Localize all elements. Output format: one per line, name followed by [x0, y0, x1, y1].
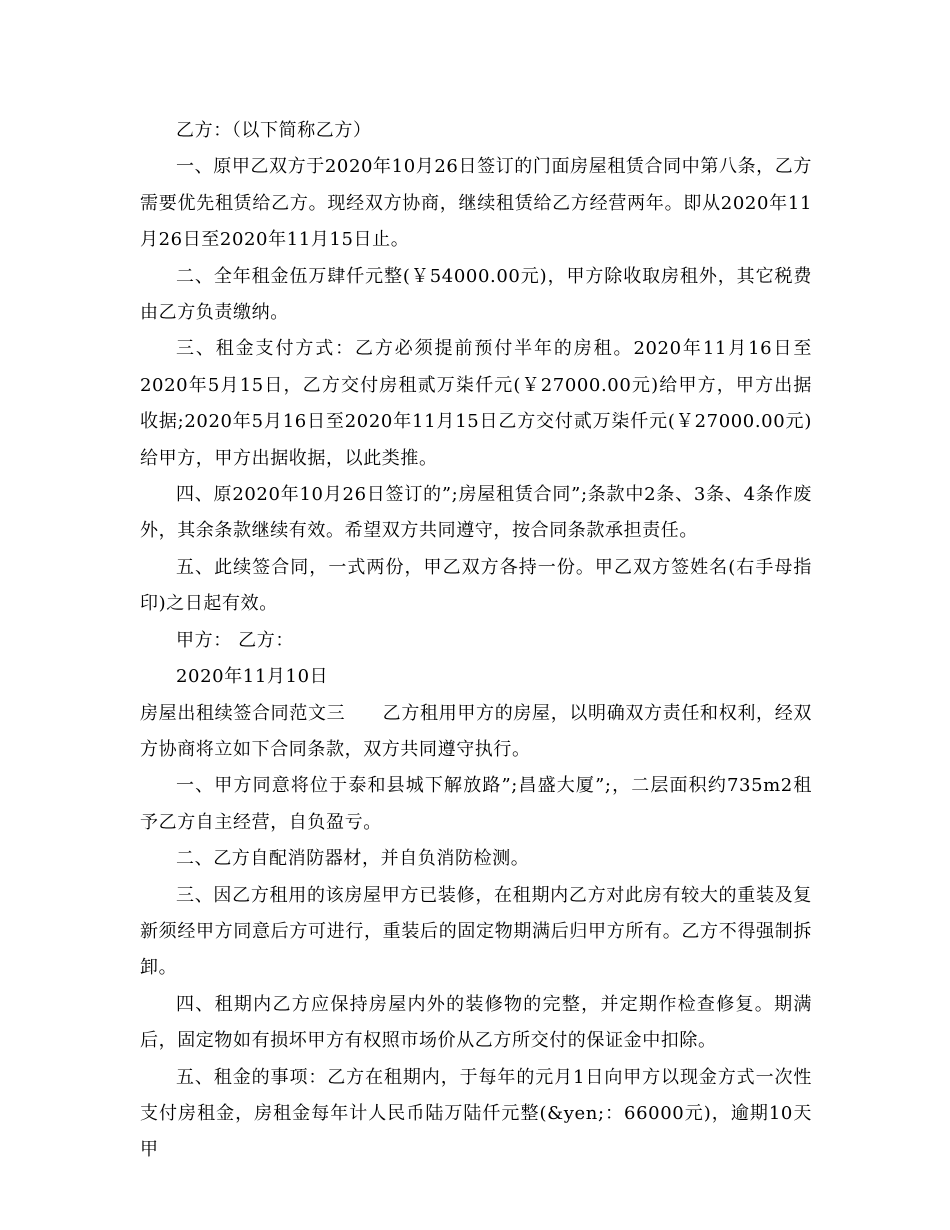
paragraph-t3-clause-1: 一、甲方同意将位于泰和县城下解放路”;昌盛大厦”;，二层面积约735m2租予乙方自主经营，自负盈亏。: [140, 775, 812, 833]
paragraph-signatures: 甲方： 乙方：: [176, 629, 294, 651]
paragraph-clause-4: 四、原2020年10月26日签订的”;房屋租赁合同”;条款中2条、3条、4条作废外，其余条款继续有效。希望双方共同遵守，按合同条款承担责任。: [140, 484, 812, 542]
paragraph-t3-clause-2: 二、乙方自配消防器材，并自负消防检测。: [176, 848, 530, 870]
paragraph-party-b: 乙方：（以下简称乙方）: [176, 120, 372, 141]
paragraph-template-three: 房屋出租续签合同范文三 乙方租用甲方的房屋，以明确双方责任和权利，经双方协商将立如下合同条款，双方共同遵守执行。: [140, 702, 812, 760]
paragraph-clause-5: 五、此续签合同，一式两份，甲乙双方各持一份。甲乙双方签姓名(右手母指印)之日起有效。: [140, 556, 812, 615]
paragraph-clause-3: 三、租金支付方式：乙方必须提前预付半年的房租。2020年11月16日至2020年5月15日，乙方交付房租贰万柒仟元(￥27000.00元)给甲方，甲方出据收据;2020年5月16日至2020年11月15日乙方交付贰万柒仟元(￥27000.00元)给甲方，甲方出据收据，以此类推。: [140, 338, 812, 469]
paragraph-t3-clause-5: 五、租金的事项：乙方在租期内，于每年的元月1日向甲方以现金方式一次性支付房租金，房租金每年计人民币陆万陆仟元整(&yen;：66000元)，逾期10天甲: [140, 1066, 812, 1161]
paragraph-t3-clause-3: 三、因乙方租用的该房屋甲方已装修，在租期内乙方对此房有较大的重装及复新须经甲方同意后方可进行，重装后的固定物期满后归甲方所有。乙方不得强制拆卸。: [140, 884, 812, 979]
paragraph-clause-1: 一、原甲乙双方于2020年10月26日签订的门面房屋租赁合同中第八条，乙方需要优先租赁给乙方。现经双方协商，继续租赁给乙方经营两年。即从2020年11月26日至2020年11月15日止。: [140, 156, 812, 251]
document-body: [140, 113, 812, 1169]
paragraph-clause-2: 二、全年租金伍万肆仟元整(￥54000.00元)，甲方除收取房租外，其它税费由乙方负责缴纳。: [140, 265, 812, 324]
paragraph-date: 2020年11月10日: [176, 666, 329, 688]
paragraph-t3-clause-4: 四、租期内乙方应保持房屋内外的装修物的完整，并定期作检查修复。期满后，固定物如有损坏甲方有权照市场价从乙方所交付的保证金中扣除。: [140, 993, 812, 1052]
